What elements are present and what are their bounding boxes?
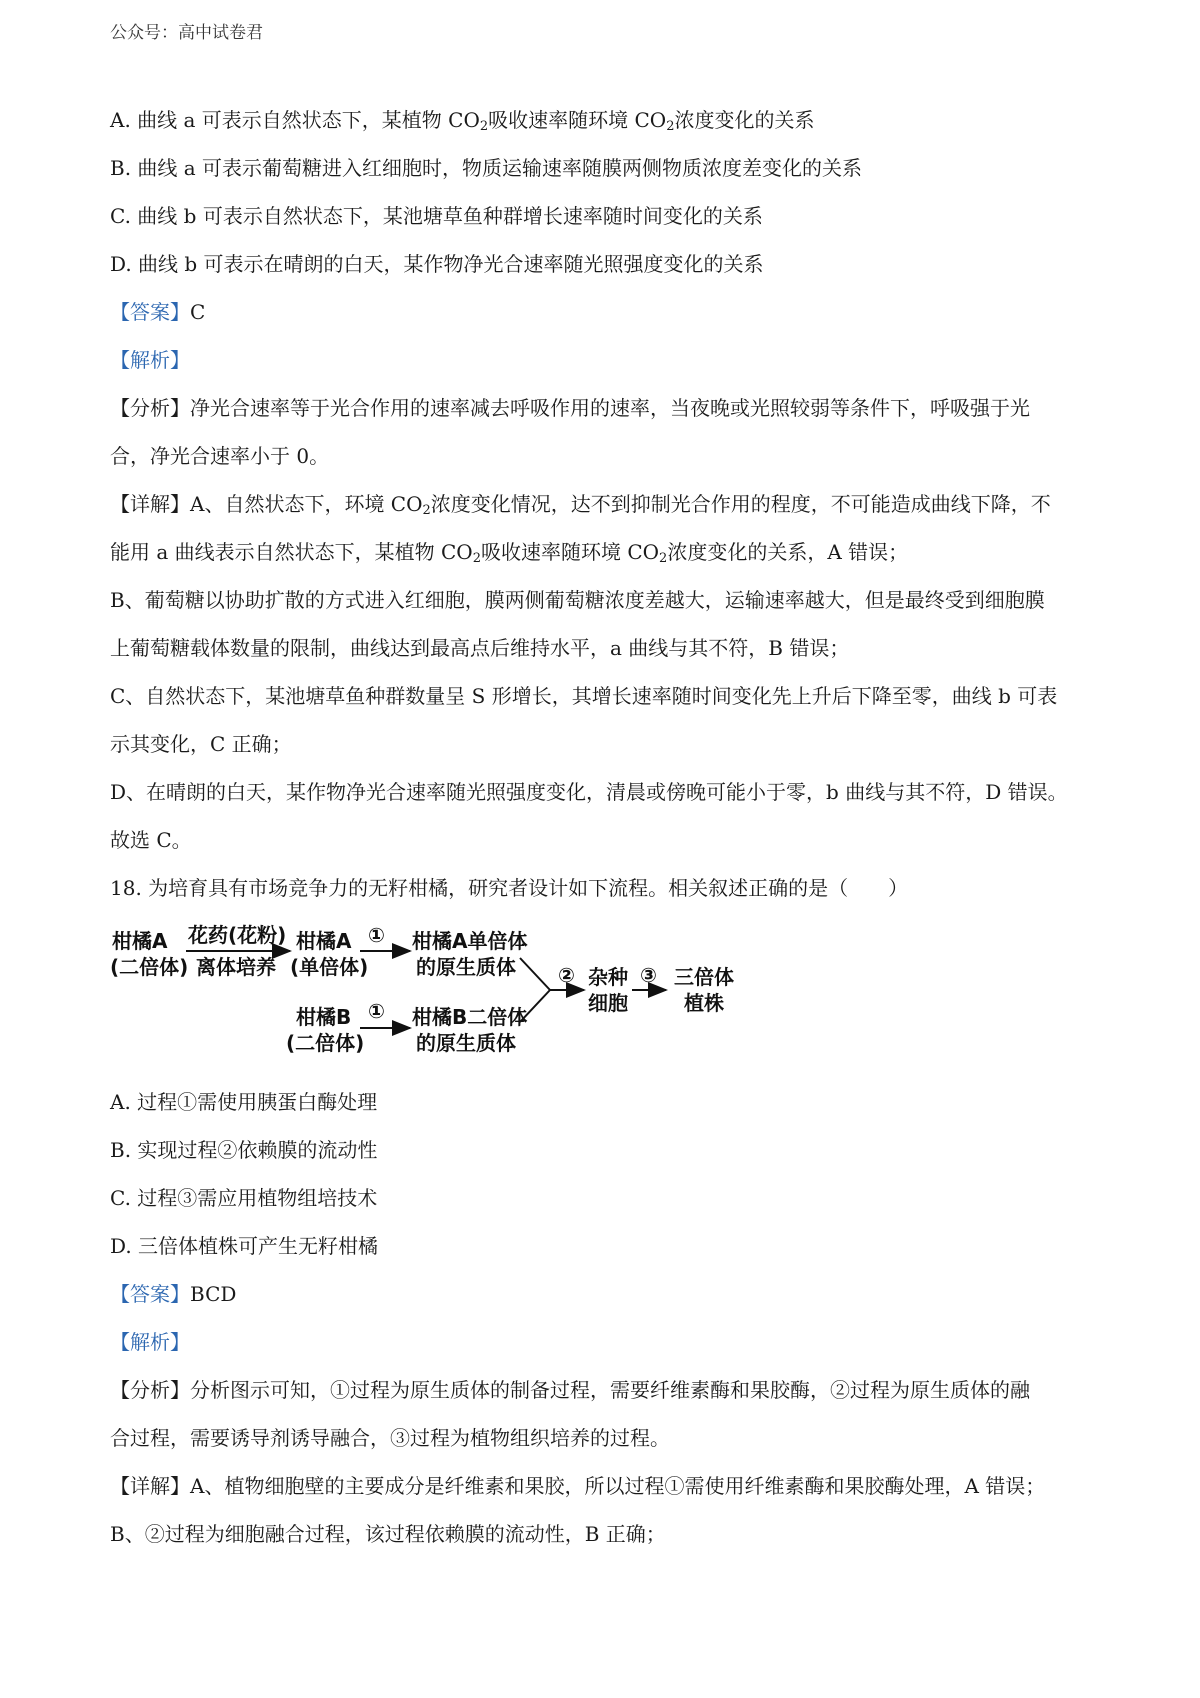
q17-analysis-tag: 【解析】 <box>110 348 190 372</box>
hybrid-cell-label: 杂种 <box>588 965 628 989</box>
triploid-label: 三倍体 <box>674 965 734 989</box>
answer-tag: 【答案】 <box>110 1282 190 1306</box>
citrus-a-label: 柑橘A <box>112 929 168 953</box>
q18-option-d: D. 三倍体植株可产生无籽柑橘 <box>110 1234 379 1258</box>
answer-tag: 【答案】 <box>110 300 190 324</box>
q17-option-a: A. 曲线 a 可表示自然状态下，某植物 $CO_2$吸收速率随环境 $CO_2$浓度变化的关系 <box>110 108 815 134</box>
triploid-sub: 植株 <box>684 991 724 1015</box>
q18-fenxi-2: 合过程，需要诱导剂诱导融合，③过程为植物组织培养的过程。 <box>110 1426 670 1450</box>
citrus-b-label: 柑橘B <box>296 1005 352 1029</box>
q18-option-b: B. 实现过程②依赖膜的流动性 <box>110 1138 378 1162</box>
q17-xiangjie-a1: 【详解】A、自然状态下，环境 $CO_2$浓度变化情况，达不到抑制光合作用的程度，不可能造成曲线下降，不 <box>110 492 1051 518</box>
q17-answer <box>110 288 1095 336</box>
hybrid-cell-sub: 细胞 <box>588 991 628 1015</box>
protoplast-b-label: 柑橘B二倍体 <box>412 1005 528 1029</box>
q17-fenxi-2: 合，净光合速率小于 0。 <box>110 444 330 468</box>
step1-bottom-label: ① <box>368 999 385 1023</box>
citrus-a-sub: (二倍体) <box>110 955 189 979</box>
q17-xiangjie-b2: 上葡萄糖载体数量的限制，曲线达到最高点后维持水平，a 曲线与其不符，B 错误； <box>110 636 850 660</box>
step3-label: ③ <box>640 963 657 987</box>
q18-xiangjie-a: 【详解】A、植物细胞壁的主要成分是纤维素和果胶，所以过程①需使用纤维素酶和果胶酶处理，A 错误； <box>110 1474 1046 1498</box>
answer-value: BCD <box>190 1282 237 1306</box>
answer-value: C <box>190 300 206 324</box>
page-content <box>110 96 1095 1558</box>
flow-diagram <box>110 918 734 1068</box>
q18-analysis-tag: 【解析】 <box>110 1330 190 1354</box>
q17-xiangjie-c1: C、自然状态下，某池塘草鱼种群数量呈 S 形增长，其增长速率随时间变化先上升后下降至零，曲线 b 可表 <box>110 684 1058 708</box>
protoplast-a-sub: 的原生质体 <box>416 955 516 979</box>
q17-option-b: B. 曲线 a 可表示葡萄糖进入红细胞时，物质运输速率随膜两侧物质浓度差变化的关系 <box>110 156 863 180</box>
q17-conclusion: 故选 C。 <box>110 828 192 852</box>
protoplast-a-label: 柑橘A单倍体 <box>412 929 528 953</box>
q17-xiangjie-b1: B、葡萄糖以协助扩散的方式进入红细胞，膜两侧葡萄糖浓度差越大，运输速率越大，但是最终受到细胞膜 <box>110 588 1045 612</box>
step2-label: ② <box>558 963 575 987</box>
q18-fenxi-1: 【分析】分析图示可知，①过程为原生质体的制备过程，需要纤维素酶和果胶酶，②过程为原生质体的融 <box>110 1378 1030 1402</box>
q17-option-c: C. 曲线 b 可表示自然状态下，某池塘草鱼种群增长速率随时间变化的关系 <box>110 204 763 228</box>
q17-fenxi-1: 【分析】净光合速率等于光合作用的速率减去呼吸作用的速率，当夜晚或光照较弱等条件下，呼吸强于光 <box>110 396 1030 420</box>
q17-xiangjie-d1: D、在晴朗的白天，某作物净光合速率随光照强度变化，清晨或傍晚可能小于零，b 曲线与其不符，D 错误。 <box>110 780 1068 804</box>
arrow1-bottom-label: 离体培养 <box>196 955 276 979</box>
q17-option-d: D. 曲线 b 可表示在晴朗的白天，某作物净光合速率随光照强度变化的关系 <box>110 252 764 276</box>
page-header: 公众号：高中试卷君 <box>110 23 263 43</box>
haploid-a-label: 柑橘A <box>296 929 352 953</box>
q18-option-c: C. 过程③需应用植物组培技术 <box>110 1186 378 1210</box>
q18-answer <box>110 1270 1095 1318</box>
q18-xiangjie-b: B、②过程为细胞融合过程，该过程依赖膜的流动性，B 正确； <box>110 1522 666 1546</box>
flow-diagram-end <box>670 918 790 1068</box>
citrus-b-sub: (二倍体) <box>286 1031 365 1055</box>
q17-xiangjie-a2: 能用 a 曲线表示自然状态下，某植物 $CO_2$吸收速率随环境 $CO_2$浓度变化的关系，A 错误； <box>110 540 909 566</box>
haploid-a-sub: (单倍体) <box>290 955 369 979</box>
arrow1-top-label: 花药(花粉) <box>188 923 287 947</box>
step1-top-label: ① <box>368 923 385 947</box>
q18-question: 18. 为培育具有市场竞争力的无籽柑橘，研究者设计如下流程。相关叙述正确的是（ ） <box>110 876 909 900</box>
q17-xiangjie-c2: 示其变化，C 正确； <box>110 732 292 756</box>
merge-line-top <box>520 958 550 990</box>
q18-option-a: A. 过程①需使用胰蛋白酶处理 <box>110 1090 378 1114</box>
protoplast-b-sub: 的原生质体 <box>416 1031 516 1055</box>
flow-diagram-svg <box>110 918 670 1068</box>
